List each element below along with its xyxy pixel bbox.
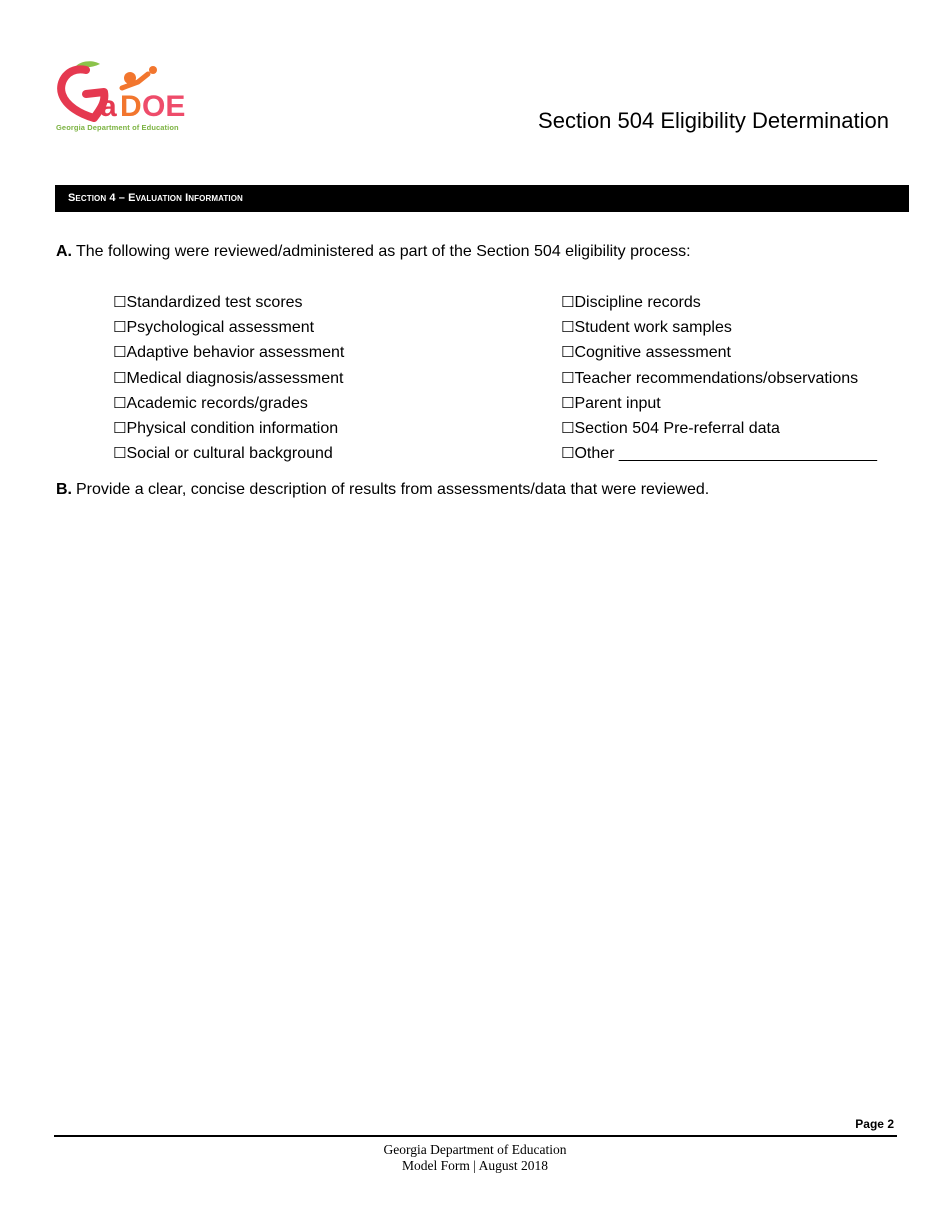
checkbox-label: Standardized test scores bbox=[126, 294, 303, 311]
footer bbox=[0, 1142, 950, 1174]
logo-mark-icon bbox=[56, 60, 198, 122]
question-b-label: B. bbox=[56, 481, 72, 498]
checkbox-icon[interactable]: ☐ bbox=[113, 318, 127, 337]
section-label: Section 4 – Evaluation Information bbox=[68, 192, 243, 204]
checkbox-icon[interactable]: ☐ bbox=[113, 444, 127, 463]
checkbox-item[interactable] bbox=[561, 340, 877, 365]
document-title: Section 504 Eligibility Determination bbox=[538, 108, 889, 133]
footer-org: Georgia Department of Education bbox=[383, 1142, 567, 1157]
checkbox-icon[interactable]: ☐ bbox=[113, 393, 127, 412]
checkbox-item[interactable] bbox=[113, 441, 344, 466]
checkbox-item[interactable] bbox=[561, 416, 877, 441]
svg-text:D: D bbox=[120, 90, 142, 122]
checkbox-item[interactable] bbox=[561, 391, 877, 416]
checkbox-label: Psychological assessment bbox=[126, 319, 315, 337]
question-b bbox=[56, 481, 709, 499]
checkbox-icon[interactable]: ☐ bbox=[113, 293, 127, 311]
checkbox-label: Social or cultural background bbox=[126, 445, 333, 463]
checkbox-label: Academic records/grades bbox=[126, 394, 308, 412]
checkbox-item[interactable] bbox=[113, 366, 344, 391]
checkbox-icon[interactable]: ☐ bbox=[561, 419, 575, 438]
checklist-right-column bbox=[561, 290, 877, 466]
checkbox-label: Cognitive assessment bbox=[574, 344, 731, 362]
page-number: Page 2 bbox=[855, 1117, 894, 1131]
svg-text:a: a bbox=[100, 90, 117, 122]
checkbox-label: Medical diagnosis/assessment bbox=[126, 369, 344, 387]
checklist-left-column bbox=[113, 290, 344, 466]
checkbox-label: Section 504 Pre-referral data bbox=[574, 420, 780, 438]
question-b-text: Provide a clear, concise description of results from assessments/data that were reviewed. bbox=[76, 481, 710, 498]
svg-text:OE: OE bbox=[142, 90, 186, 122]
checkbox-label: Parent input bbox=[574, 394, 661, 412]
checkbox-label: Student work samples bbox=[574, 319, 732, 337]
checkbox-label: Teacher recommendations/observations bbox=[574, 369, 859, 387]
checkbox-item[interactable] bbox=[113, 315, 344, 340]
checkbox-item-other[interactable] bbox=[561, 441, 877, 466]
checkbox-label: Adaptive behavior assessment bbox=[126, 344, 345, 362]
checkbox-icon[interactable]: ☐ bbox=[113, 368, 127, 387]
question-a-label: A. bbox=[56, 243, 72, 260]
checkbox-label: Physical condition information bbox=[126, 420, 339, 438]
checkbox-label: Discipline records bbox=[574, 294, 701, 311]
question-a-text: The following were reviewed/administered as part of the Section 504 eligibility process: bbox=[76, 243, 691, 260]
checkbox-icon[interactable]: ☐ bbox=[113, 419, 127, 438]
checkbox-icon[interactable]: ☐ bbox=[561, 293, 575, 311]
checkbox-item[interactable] bbox=[561, 366, 877, 391]
checkbox-icon[interactable]: ☐ bbox=[561, 318, 575, 337]
footer-divider bbox=[54, 1135, 897, 1137]
checkbox-icon[interactable]: ☐ bbox=[561, 368, 575, 387]
checkbox-icon[interactable]: ☐ bbox=[561, 343, 575, 362]
checkbox-item[interactable] bbox=[113, 340, 344, 365]
checkbox-item[interactable] bbox=[561, 315, 877, 340]
checkbox-item[interactable] bbox=[113, 416, 344, 441]
section-header-bar bbox=[55, 185, 909, 212]
checkbox-item[interactable] bbox=[113, 391, 344, 416]
footer-form-version: Model Form | August 2018 bbox=[402, 1158, 548, 1173]
checkbox-icon[interactable]: ☐ bbox=[561, 393, 575, 412]
question-a bbox=[56, 243, 691, 261]
checkbox-item[interactable] bbox=[113, 290, 344, 315]
checkbox-label-other[interactable]: Other _____________________________ bbox=[574, 445, 877, 463]
checkbox-icon[interactable]: ☐ bbox=[113, 343, 127, 362]
checkbox-item[interactable] bbox=[561, 290, 877, 315]
checkbox-icon[interactable]: ☐ bbox=[561, 444, 575, 463]
logo-caption: Georgia Department of Education bbox=[56, 123, 179, 132]
gadoe-logo bbox=[56, 60, 198, 136]
